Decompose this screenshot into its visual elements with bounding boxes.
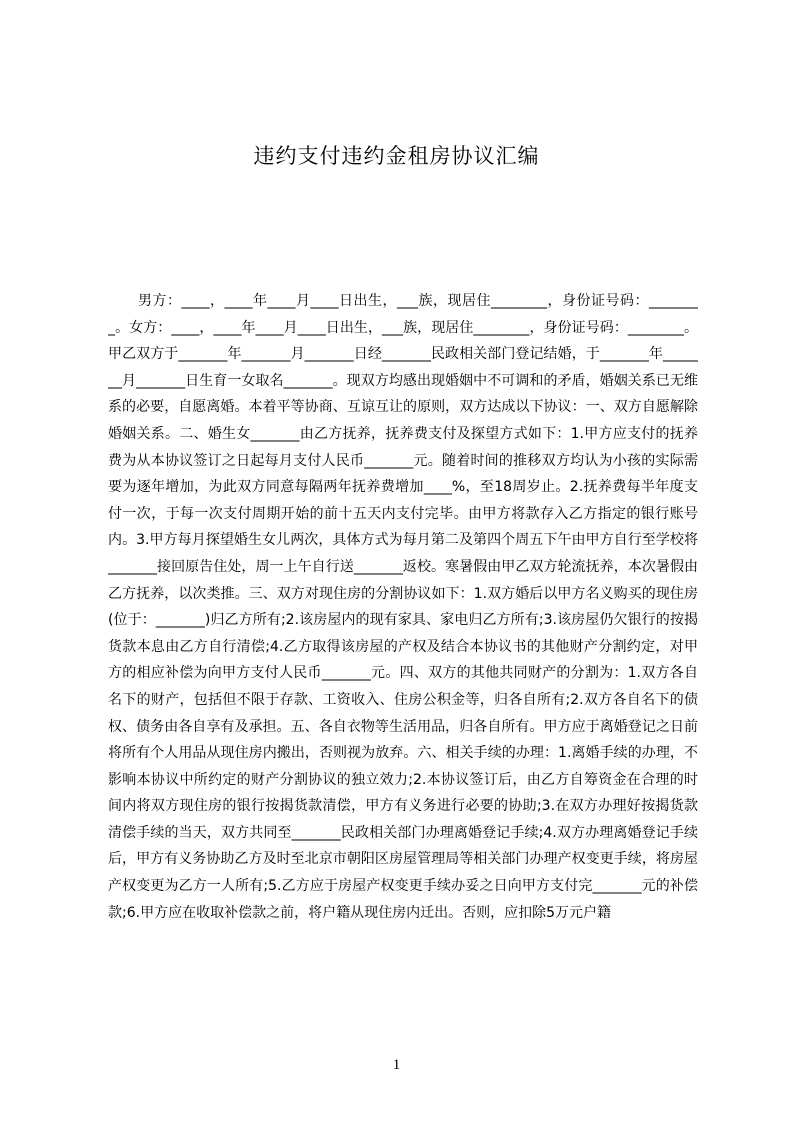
document-title: 违约支付违约金租房协议汇编 bbox=[253, 144, 540, 168]
page-number: 1 bbox=[392, 1057, 401, 1073]
document-body-paragraph: 男方：____，____年____月____日出生，___族，现居住________，身份证号码：________。女方：____，____年____月____日出生，___族，现居住________，身份证号码：________。甲乙双方于_______年_______月_______日经_______民政相关部门登记结婚，于_______年_______月_______日生育一女取名_______。现双方均感出现婚姻中不可调和的矛盾，婚姻关系已无维系的必要，自愿离婚。本着平等协商、互谅互让的原则，双方达成以下协议：一、双方自愿解除婚姻关系。二、婚生女_______由乙方抚养，抚养费支付及探望方式如下：1.甲方应支付的抚养费为从本协议签订之日起每月支付人民币_______元。随着时间的推移双方均认为小孩的实际需要为逐年增加，为此双方同意每隔两年抚养费增加____%，至18周岁止。2.抚养费每半年度支付一次，于每一次支付周期开始的前十五天内支付完毕。由甲方将款存入乙方指定的银行账号内。3.甲方每月探望婚生女儿两次，具体方式为每月第二及第四个周五下午由甲方自行至学校将_______接回原告住处，周一上午自行送_______返校。寒暑假由甲乙双方轮流抚养，本次暑假由乙方抚养，以次类推。三、双方对现住房的分割协议如下：1.双方婚后以甲方名义购买的现住房(位于：_______)归乙方所有;2.该房屋内的现有家具、家电归乙方所有;3.该房屋仍欠银行的按揭货款本息由乙方自行清偿;4.乙方取得该房屋的产权及结合本协议书的其他财产分割约定，对甲方的相应补偿为向甲方支付人民币_______元。四、双方的其他共同财产的分割为：1.双方各自名下的财产，包括但不限于存款、工资收入、住房公积金等，归各自所有;2.双方各自名下的债权、债务由各自享有及承担。五、各自衣物等生活用品，归各自所有。甲方应于离婚登记之日前将所有个人用品从现住房内搬出，否则视为放弃。六、相关手续的办理：1.离婚手续的办理，不影响本协议中所约定的财产分割协议的独立效力;2.本协议签订后，由乙方自筹资金在合理的时间内将双方现住房的银行按揭货款清偿，甲方有义务进行必要的协助;3.在双方办理好按揭货款清偿手续的当天，双方共同至_______民政相关部门办理离婚登记手续;4.双方办理离婚登记手续后，甲方有义务协助乙方及时至北京市朝阳区房屋管理局等相关部门办理产权变更手续，将房屋产权变更为乙方一人所有;5.乙方应于房屋产权变更手续办妥之日向甲方支付完_______元的补偿款;6.甲方应在收取补偿款之前，将户籍从现住房内迁出。否则，应扣除5万元户籍 bbox=[108, 293, 698, 921]
